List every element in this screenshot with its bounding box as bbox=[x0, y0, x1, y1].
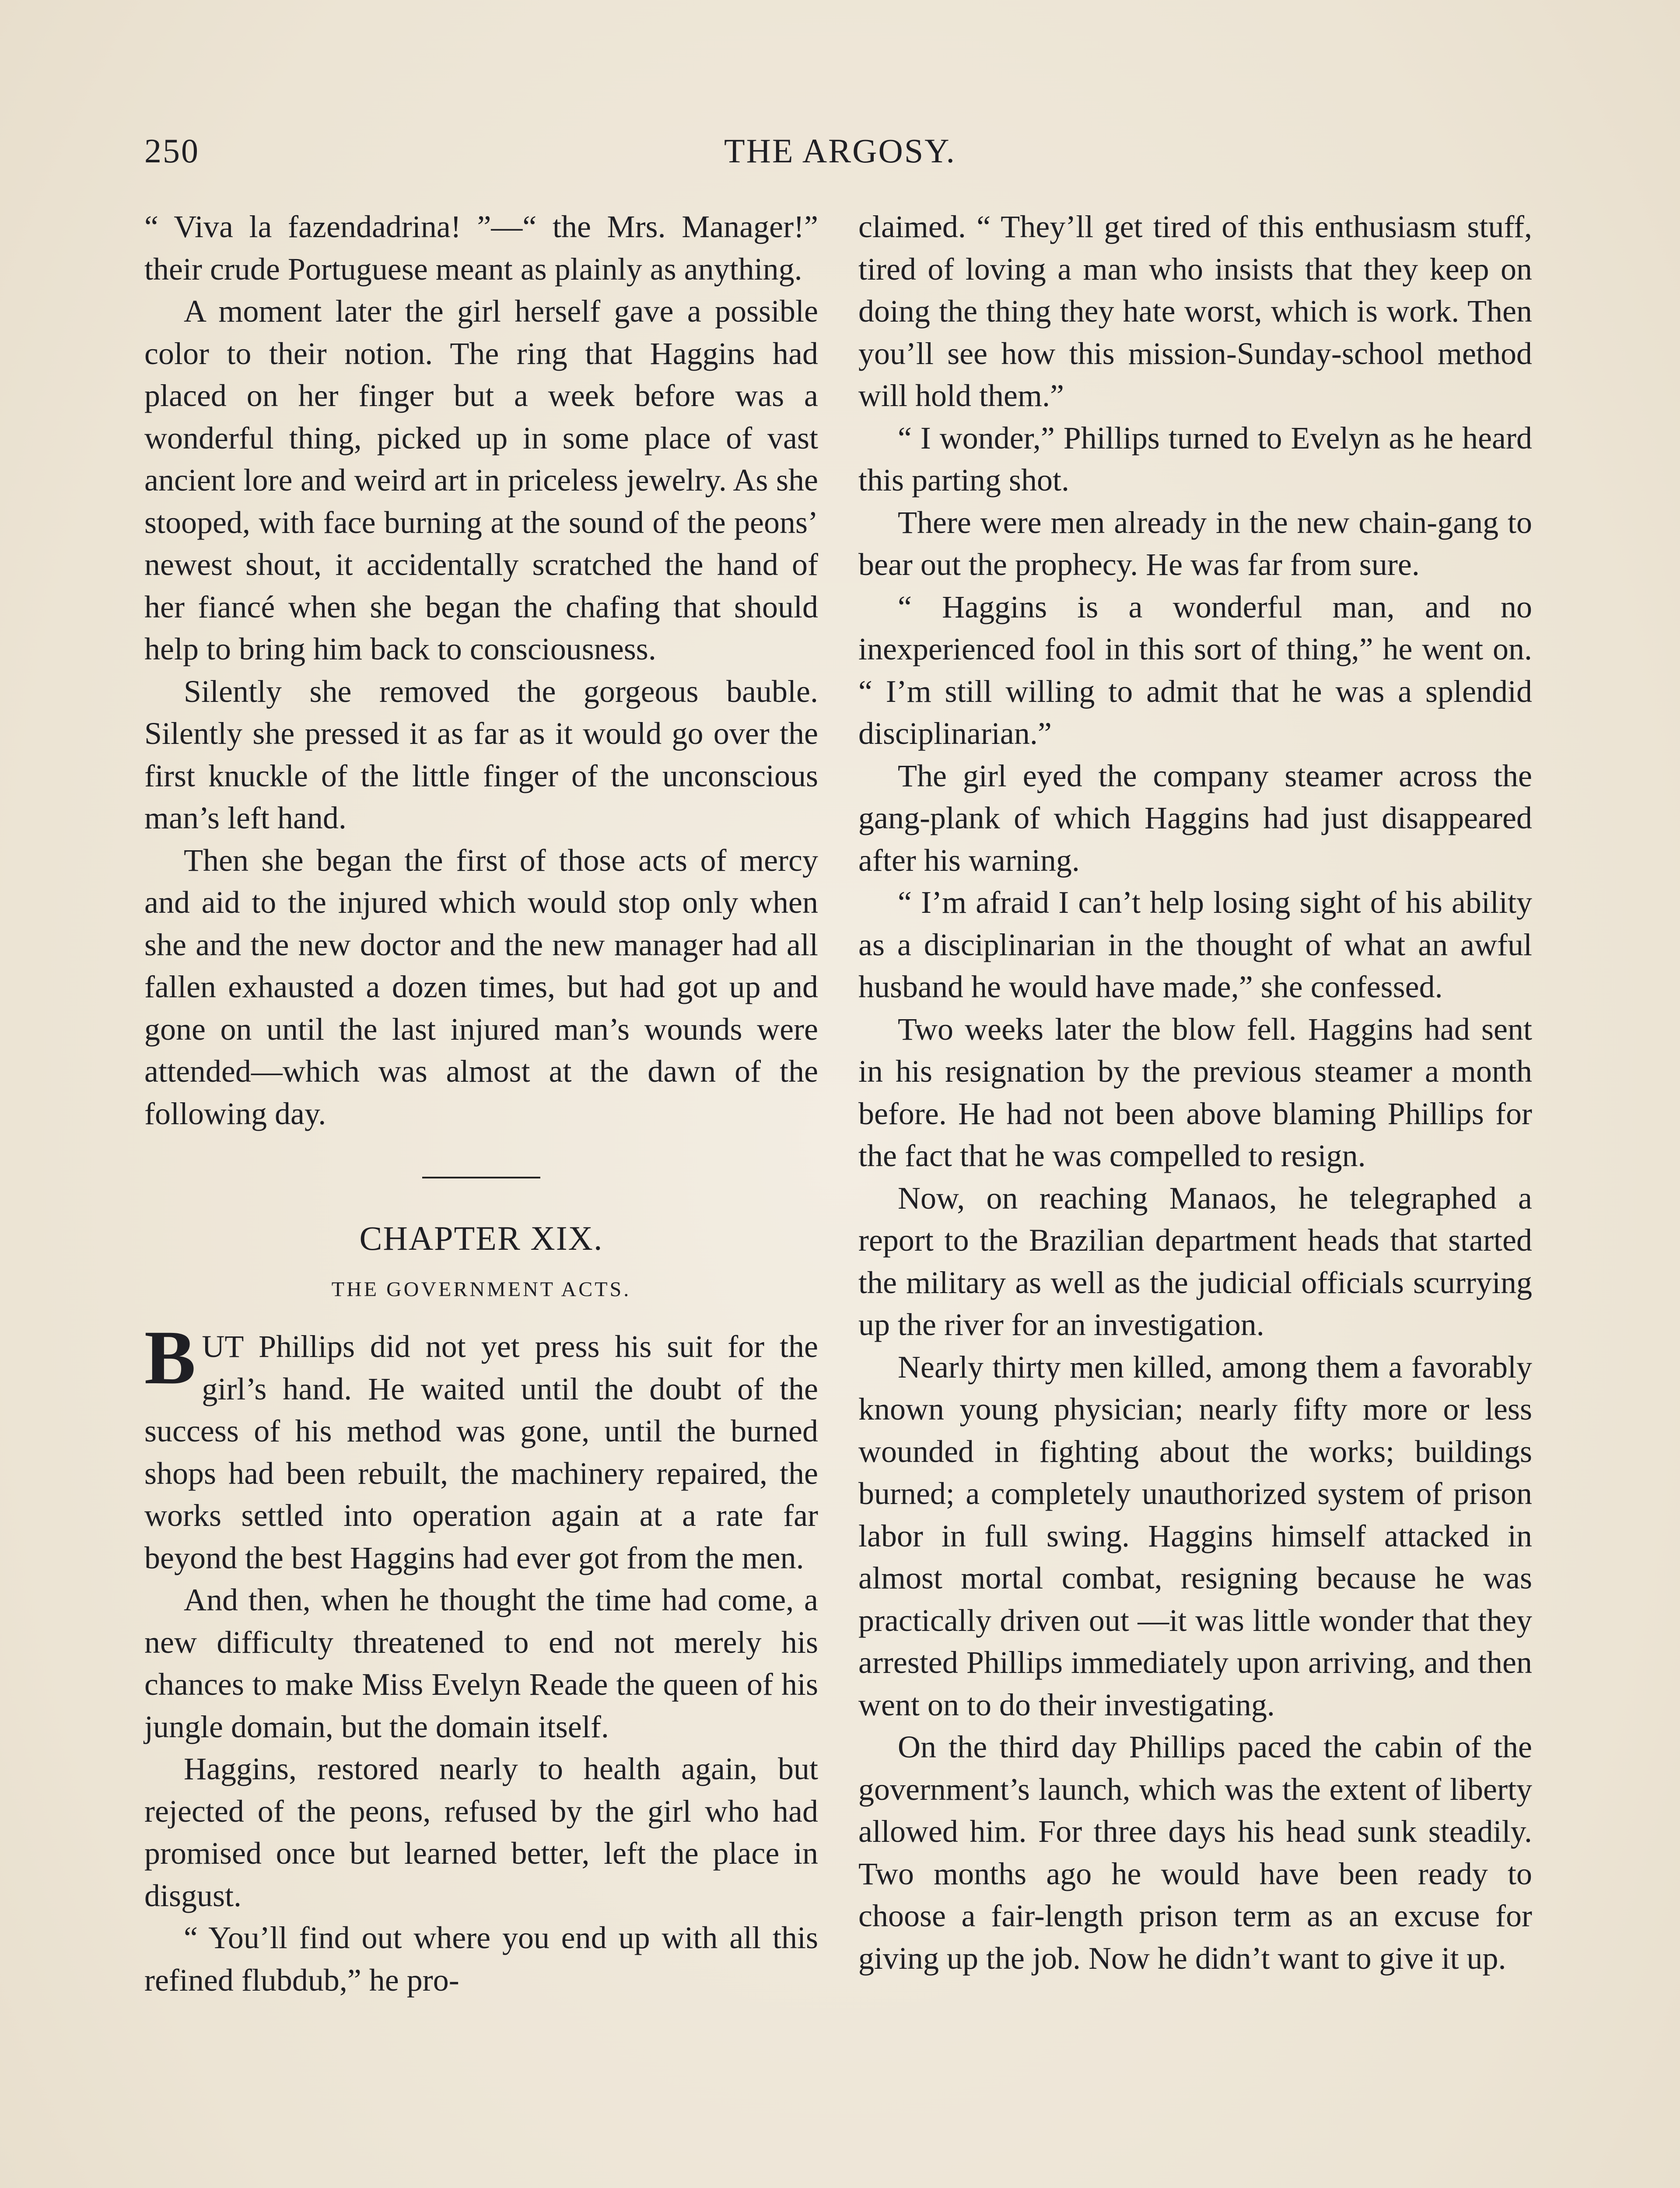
paragraph: “ Viva la fazendadrina! ”—“ the Mrs. Manager!” their crude Portuguese meant as plainly as anything. bbox=[144, 209, 818, 287]
paragraph: “ You’ll find out where you end up with all this refined flubdub,” he pro- bbox=[144, 1920, 818, 1998]
left-column bbox=[144, 206, 818, 2001]
running-head: THE ARGOSY. bbox=[724, 132, 956, 170]
drop-cap: B bbox=[144, 1315, 196, 1400]
paragraph: Then she began the first of those acts of mercy and aid to the injured which would stop only when she and the new doctor and the new manager had all fallen exhausted a dozen times, but had got up and gone on until the last injured man’s wounds were attended—which was almost at the dawn of the following day. bbox=[144, 842, 818, 1131]
right-column bbox=[858, 206, 1532, 1979]
paragraph: Two weeks later the blow fell. Haggins had sent in his resignation by the previous steamer a month before. He had not been above blaming Phillips for the fact that he was compelled to resign. bbox=[858, 1011, 1532, 1173]
paragraph: Nearly thirty men killed, among them a favorably known young physician; nearly fifty more or less wounded in fighting about the works; buildings burned; a completely unauthorized system of prison labor in full swing. Haggins himself attacked in almost mortal combat, resigning because he was practically driven out —it was little wonder that they arrested Phillips immediately upon arriving, and then went on to do their investigating. bbox=[858, 1349, 1532, 1722]
page-number: 250 bbox=[144, 132, 200, 170]
paragraph: “ I’m afraid I can’t help losing sight of his ability as a disciplinarian in the thought of what an awful husband he would have made,” she confessed. bbox=[858, 885, 1532, 1004]
chapter-subtitle: THE GOVERNMENT ACTS. bbox=[331, 1278, 631, 1301]
page-header bbox=[144, 131, 1536, 179]
paragraph: Now, on reaching Manaos, he telegraphed a report to the Brazilian department heads that started the military as well as the judicial officials scurrying up the river for an investigation. bbox=[858, 1180, 1532, 1342]
paragraph: Silently she removed the gorgeous bauble. Silently she pressed it as far as it would go over the first knuckle of the little finger of the unconscious man’s left hand. bbox=[144, 673, 818, 835]
opening-paragraph-text: Phillips did not yet press his suit for the girl’s hand. He waited until the doubt of the success of his method was gone, until the burned shops had been rebuilt, the machinery repaired, the works settled into operation again at a rate far beyond the best Haggins had ever got from the men. bbox=[144, 1329, 818, 1575]
paragraph: There were men already in the new chain-gang to bear out the prophecy. He was far from sure. bbox=[858, 505, 1532, 582]
paragraph: A moment later the girl herself gave a possible color to their notion. The ring that Haggins had placed on her finger but a week before was a wonderful thing, picked up in some place of vast ancient lore and weird art in priceless jewelry. As she stooped, with face burning at the sound of the peons’ newest shout, it accidentally scratched the hand of her fiancé when she began the chafing that should help to bring him back to consciousness. bbox=[144, 294, 818, 666]
paragraph: “ Haggins is a wonderful man, and no inexperienced fool in this sort of thing,” he went on. “ I’m still willing to admit that he was a splendid disciplinarian.” bbox=[858, 589, 1532, 751]
paragraph: Haggins, restored nearly to health again, but rejected of the peons, refused by the girl who had promised once but learned better, left the place in disgust. bbox=[144, 1751, 818, 1913]
paragraph: The girl eyed the company steamer across the gang-plank of which Haggins had just disappeared after his warning. bbox=[858, 758, 1532, 878]
section-divider bbox=[422, 1177, 540, 1178]
chapter-title: CHAPTER XIX. bbox=[359, 1219, 603, 1257]
paragraph: And then, when he thought the time had come, a new difficulty threatened to end not merely his chances to make Miss Evelyn Reade the queen of his jungle domain, but the domain itself. bbox=[144, 1582, 818, 1744]
opening-word-rest: UT bbox=[202, 1329, 244, 1364]
paragraph: claimed. “ They’ll get tired of this enthusiasm stuff, tired of loving a man who insists that they keep on doing the thing they hate worst, which is work. Then you’ll see how this mission-Sunday-school method will hold them.” bbox=[858, 209, 1532, 413]
paragraph: On the third day Phillips paced the cabin of the government’s launch, which was the extent of liberty allowed him. For three days his head sunk steadily. Two months ago he would have been ready to choose a fair-length prison term as an excuse for giving up the job. Now he didn’t want to give it up. bbox=[858, 1729, 1532, 1976]
chapter-opening-paragraph bbox=[144, 1315, 818, 1579]
paragraph: “ I wonder,” Phillips turned to Evelyn as he heard this parting shot. bbox=[858, 420, 1532, 498]
